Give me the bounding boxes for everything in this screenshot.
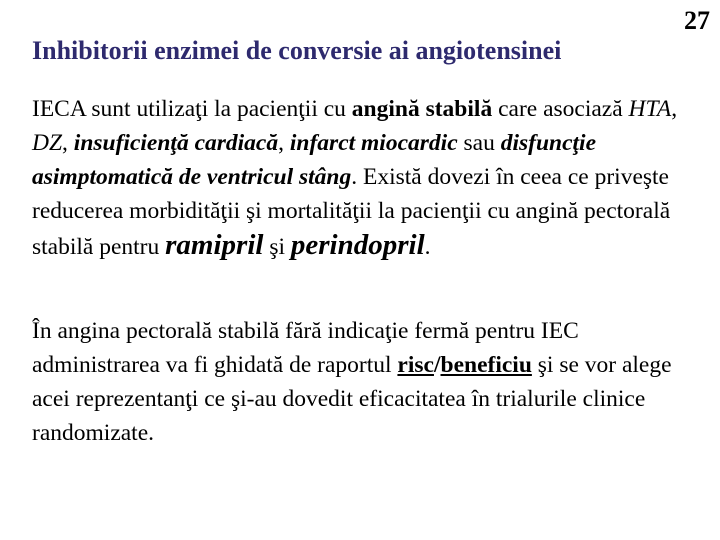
paragraph-1 <box>32 92 702 264</box>
paragraph-2 <box>32 314 702 450</box>
bold-italic-term: disfuncţie asimptomatică de ventricul stâng <box>32 130 597 190</box>
slide-title: Inhibitorii enzimei de conversie ai angiotensinei <box>32 36 562 65</box>
text-span: sau <box>457 130 501 156</box>
text-span: şi se vor alege acei reprezentanţi ce şi-au dovedit eficacitatea în trialurile clinice randomizate. <box>32 352 672 446</box>
text-span: IECA sunt utilizaţi la pacienţii cu <box>32 96 352 122</box>
text-span: care asociază <box>492 96 629 122</box>
text-span: , <box>671 96 678 122</box>
text-span: şi <box>263 234 291 260</box>
bold-term: angină stabilă <box>351 96 493 122</box>
drug-name: perindopril <box>290 229 425 261</box>
underlined-term: beneficiu <box>440 352 532 378</box>
text-span: / <box>433 352 441 378</box>
page-number: 27 <box>684 6 710 35</box>
bold-italic-term: infarct miocardic <box>289 130 458 156</box>
bold-italic-term: insuficienţă cardiacă <box>73 130 279 156</box>
italic-term: DZ <box>32 130 63 156</box>
text-span: , <box>62 130 74 156</box>
text-span: În angina pectorală stabilă fără indicaţie fermă pentru IEC administrarea va fi ghidată de raportul <box>32 318 579 378</box>
text-span: . <box>424 234 431 260</box>
text-span: . Există dovezi în ceea ce priveşte reducerea morbidităţii şi mortalităţii la pacienţii cu angină pectorală stabilă pentru <box>32 164 671 260</box>
underlined-term: risc <box>397 352 434 378</box>
drug-name: ramipril <box>165 229 264 261</box>
italic-term: HTA <box>628 96 672 122</box>
text-span: , <box>278 130 290 156</box>
